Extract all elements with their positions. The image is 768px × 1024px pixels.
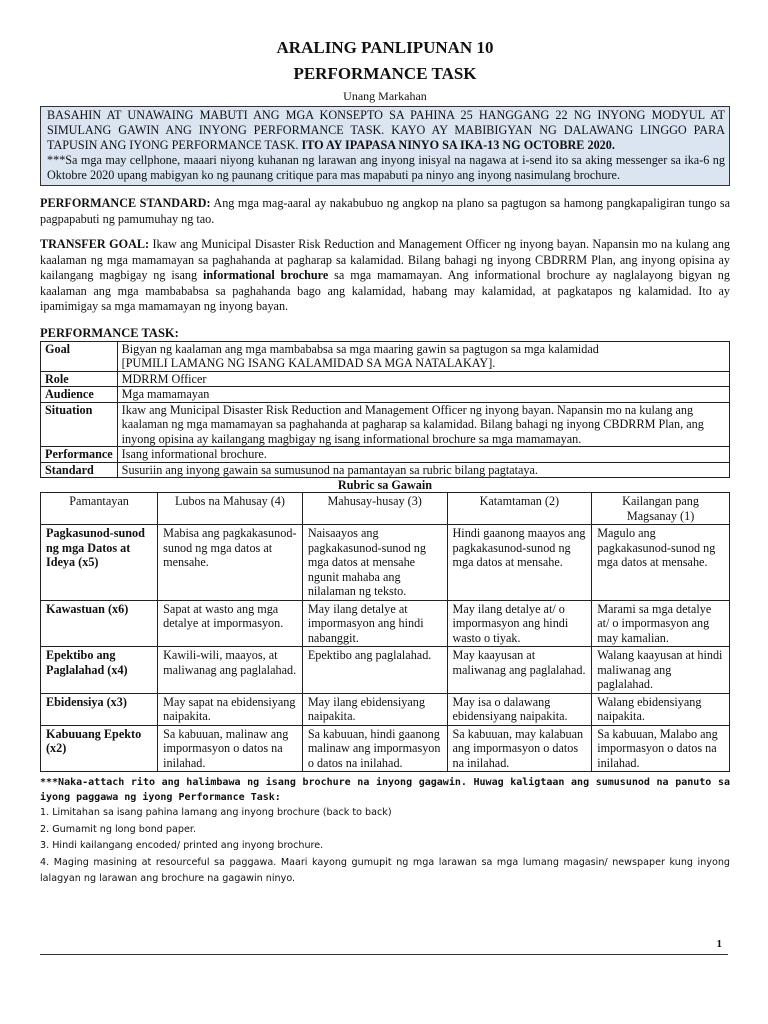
performance-task-label: Performance (41, 447, 118, 463)
rubric-cell: Mabisa ang pagkakasunod-sunod ng mga datos at mensahe. (158, 525, 303, 601)
guideline-item: 2. Gumamit ng long bond paper. (40, 823, 196, 835)
instructions-note: ***Sa mga may cellphone, maaari niyong kuhanan ng larawan ang inyong inisyal na nagawa at i-send ito sa aking messenger sa ika-6 ng Oktobre 2020 upang mabigyan ko ng paunang critique para mas mapabuti pa ninyo ang inyong nasimulang brochure. (47, 153, 725, 182)
rubric-row (41, 600, 730, 647)
instructions-main: BASAHIN AT UNAWAING MABUTI ANG MGA KONSEPTO SA PAHINA 25 HANGGANG 22 NG INYONG MODYUL AT SIMULANG GAWIN ANG INYONG PERFORMANCE TASK. KAYO AY MABIBIGYAN NG DALAWANG LINGGO PARA TAPUSIN ANG IYONG PERFORMANCE TASK. (47, 108, 725, 152)
performance-standard-text: Ang mga mag-aaral ay nakabubuo ng angkop na plano sa pagtugon sa hamong pangkapaligiran tungo sa pagpapabuti ng pamumuhay ng tao. (40, 196, 730, 226)
performance-task-line: Mga mamamayan (121, 387, 210, 401)
performance-task-label: Audience (41, 387, 118, 403)
performance-task-row (41, 462, 730, 478)
performance-task-value (117, 371, 729, 387)
performance-task-row (41, 387, 730, 403)
rubric-cell: Kawili-wili, maayos, at maliwanag ang paglalahad. (158, 647, 303, 694)
performance-standard (40, 196, 730, 227)
document-subtitle: PERFORMANCE TASK (293, 64, 477, 83)
rubric-cell: Magulo ang pagkakasunod-sunod ng mga datos at mensahe. (592, 525, 730, 601)
attachment-note: ***Naka-attach rito ang halimbawa ng isang brochure na inyong gagawin. Huwag kaligtaan ang sumusunod na panuto sa iyong paggawa ng iyong Performance Task: (40, 777, 730, 803)
rubric-header-cell: Kailangan pang Magsanay (1) (592, 493, 730, 525)
performance-task-line: Bigyan ng kaalaman ang mga mambababsa sa mga maaring gawin sa pagtugon sa mga kalamidad (121, 341, 599, 356)
rubric-title: Rubric sa Gawain (337, 478, 433, 492)
document-title: ARALING PANLIPUNAN 10 (276, 38, 494, 57)
instructions-main-text (47, 108, 725, 153)
instructions-deadline: ITO AY IPAPASA NINYO SA IKA-13 NG OCTOBRE 2020. (301, 138, 615, 152)
rubric-cell: May sapat na ebidensiyang naipakita. (158, 693, 303, 725)
rubric-cell: May ilang ebidensiyang naipakita. (302, 693, 447, 725)
rubric-cell: Sa kabuuan, Malabo ang impormasyon o datos na inilahad. (592, 725, 730, 772)
rubric-cell: Marami sa mga detalye at/ o impormasyon ang may kamalian. (592, 600, 730, 647)
performance-task-line: Isang informational brochure. (121, 447, 267, 461)
rubric-header-cell: Mahusay-husay (3) (302, 493, 447, 525)
page-number: 1 (716, 938, 722, 950)
performance-task-value (117, 387, 729, 403)
rubric-cell: Walang ebidensiyang naipakita. (592, 693, 730, 725)
performance-task-value (117, 402, 729, 447)
rubric-cell: Sa kabuuan, hindi gaanong malinaw ang impormasyon o datos na inilahad. (302, 725, 447, 772)
rubric-header-cell: Pamantayan (41, 493, 158, 525)
rubric-row (41, 647, 730, 694)
rubric-cell: Epektibo ang paglalahad. (302, 647, 447, 694)
rubric-header-cell: Katamtaman (2) (447, 493, 592, 525)
rubric-table (40, 492, 730, 772)
page-footer-rule (40, 954, 728, 955)
performance-task-table (40, 341, 730, 479)
rubric-cell: May isa o dalawang ebidensiyang naipakita. (447, 693, 592, 725)
rubric-row (41, 693, 730, 725)
quarter-label: Unang Markahan (343, 89, 427, 103)
rubric-row (41, 725, 730, 772)
rubric-criterion: Kawastuan (x6) (41, 600, 158, 647)
document-page (40, 36, 730, 888)
rubric-cell: Walang kaayusan at hindi maliwanag ang paglalahad. (592, 647, 730, 694)
instructions-box (40, 106, 730, 186)
transfer-goal (40, 237, 730, 315)
rubric-criterion: Epektibo ang Paglalahad (x4) (41, 647, 158, 694)
performance-task-line: Ikaw ang Municipal Disaster Risk Reduction and Management Officer ng inyong bayan. Napansin mo na kulang ang kaalaman ng mga mamamayan sa paghahanda at pagharap sa kalamidad. Bilang bahagi ng inyong CBDRRM Plan, ang inyong opisina ay kailangang magbigay ng isang informational brochure sa mga mamamayan. (121, 402, 704, 446)
performance-task-value (117, 447, 729, 463)
transfer-goal-bold: informational brochure (203, 268, 329, 282)
guideline-item: 4. Maging masining at resourceful sa paggawa. Maari kayong gumupit ng mga larawan sa mga lumang magasin/ newspaper kung inyong lalagyan ng larawan ang brochure na gagawin ninyo. (40, 856, 730, 884)
rubric-cell: Sapat at wasto ang mga detalye at impormasyon. (158, 600, 303, 647)
transfer-goal-text-b: sa mga mamamayan. Ang informational brochure ay naglalayong bigyan ng kaalaman ang mga mambababsa sa paghahanda bago ang kalamidad, habang may kalamidad, at pagkatapos ng kalamidad. Ito ay ipamimigay sa mga mamamayan ng inyong bayan. (40, 268, 730, 313)
rubric-cell: May ilang detalye at/ o impormasyon ang hindi wasto o tiyak. (447, 600, 592, 647)
performance-task-line: [PUMILI LAMANG NG ISANG KALAMIDAD SA MGA NATALAKAY]. (121, 356, 496, 370)
rubric-criterion: Pagkasunod-sunod ng mga Datos at Ideya (x5) (41, 525, 158, 601)
performance-task-row (41, 371, 730, 387)
rubric-criterion: Kabuuang Epekto (x2) (41, 725, 158, 772)
rubric-cell: Hindi gaanong maayos ang pagkakasunod-sunod ng mga datos at mensahe. (447, 525, 592, 601)
performance-task-title: PERFORMANCE TASK: (40, 325, 179, 340)
guideline-item: 1. Limitahan sa isang pahina lamang ang inyong brochure (back to back) (40, 807, 392, 818)
performance-task-row (41, 402, 730, 447)
transfer-goal-text-a: Ikaw ang Municipal Disaster Risk Reduction and Management Officer ng inyong bayan. Napansin mo na kulang ang kaalaman ng mga mamamayan sa paghahanda at pagharap sa kalamidad. Bilang bahagi ng inyong CBDRRM Plan, ang inyong opisina ay kailangang magbigay ng isang (40, 237, 731, 282)
performance-task-label: Standard (41, 462, 118, 478)
rubric-cell: Sa kabuuan, malinaw ang impormasyon o datos na inilahad. (158, 725, 303, 772)
transfer-goal-label: TRANSFER GOAL: (40, 237, 150, 251)
performance-task-label: Goal (41, 341, 118, 371)
performance-task-row (41, 341, 730, 371)
performance-standard-label: PERFORMANCE STANDARD: (40, 196, 211, 210)
guideline-item: 3. Hindi kailangang encoded/ printed ang inyong brochure. (40, 840, 324, 851)
guidelines-list (40, 805, 730, 888)
rubric-criterion: Ebidensiya (x3) (41, 693, 158, 725)
rubric-cell: May ilang detalye at impormasyon ang hindi nabanggit. (302, 600, 447, 647)
performance-task-value (117, 341, 729, 371)
performance-task-label: Role (41, 371, 118, 387)
performance-task-line: Susuriin ang inyong gawain sa sumusunod na pamantayan sa rubric bilang pagtataya. (121, 462, 538, 477)
performance-task-label: Situation (41, 402, 118, 447)
performance-task-value (117, 462, 729, 478)
rubric-header-cell: Lubos na Mahusay (4) (158, 493, 303, 525)
rubric-cell: Sa kabuuan, may kalabuan ang impormasyon o datos na inilahad. (447, 725, 592, 772)
rubric-cell: May kaayusan at maliwanag ang paglalahad. (447, 647, 592, 694)
performance-task-line: MDRRM Officer (121, 371, 207, 386)
rubric-row (41, 525, 730, 601)
performance-task-row (41, 447, 730, 463)
rubric-cell: Naisaayos ang pagkakasunod-sunod ng mga datos at mensahe ngunit mahaba ang nilalaman ng teksto. (302, 525, 447, 601)
